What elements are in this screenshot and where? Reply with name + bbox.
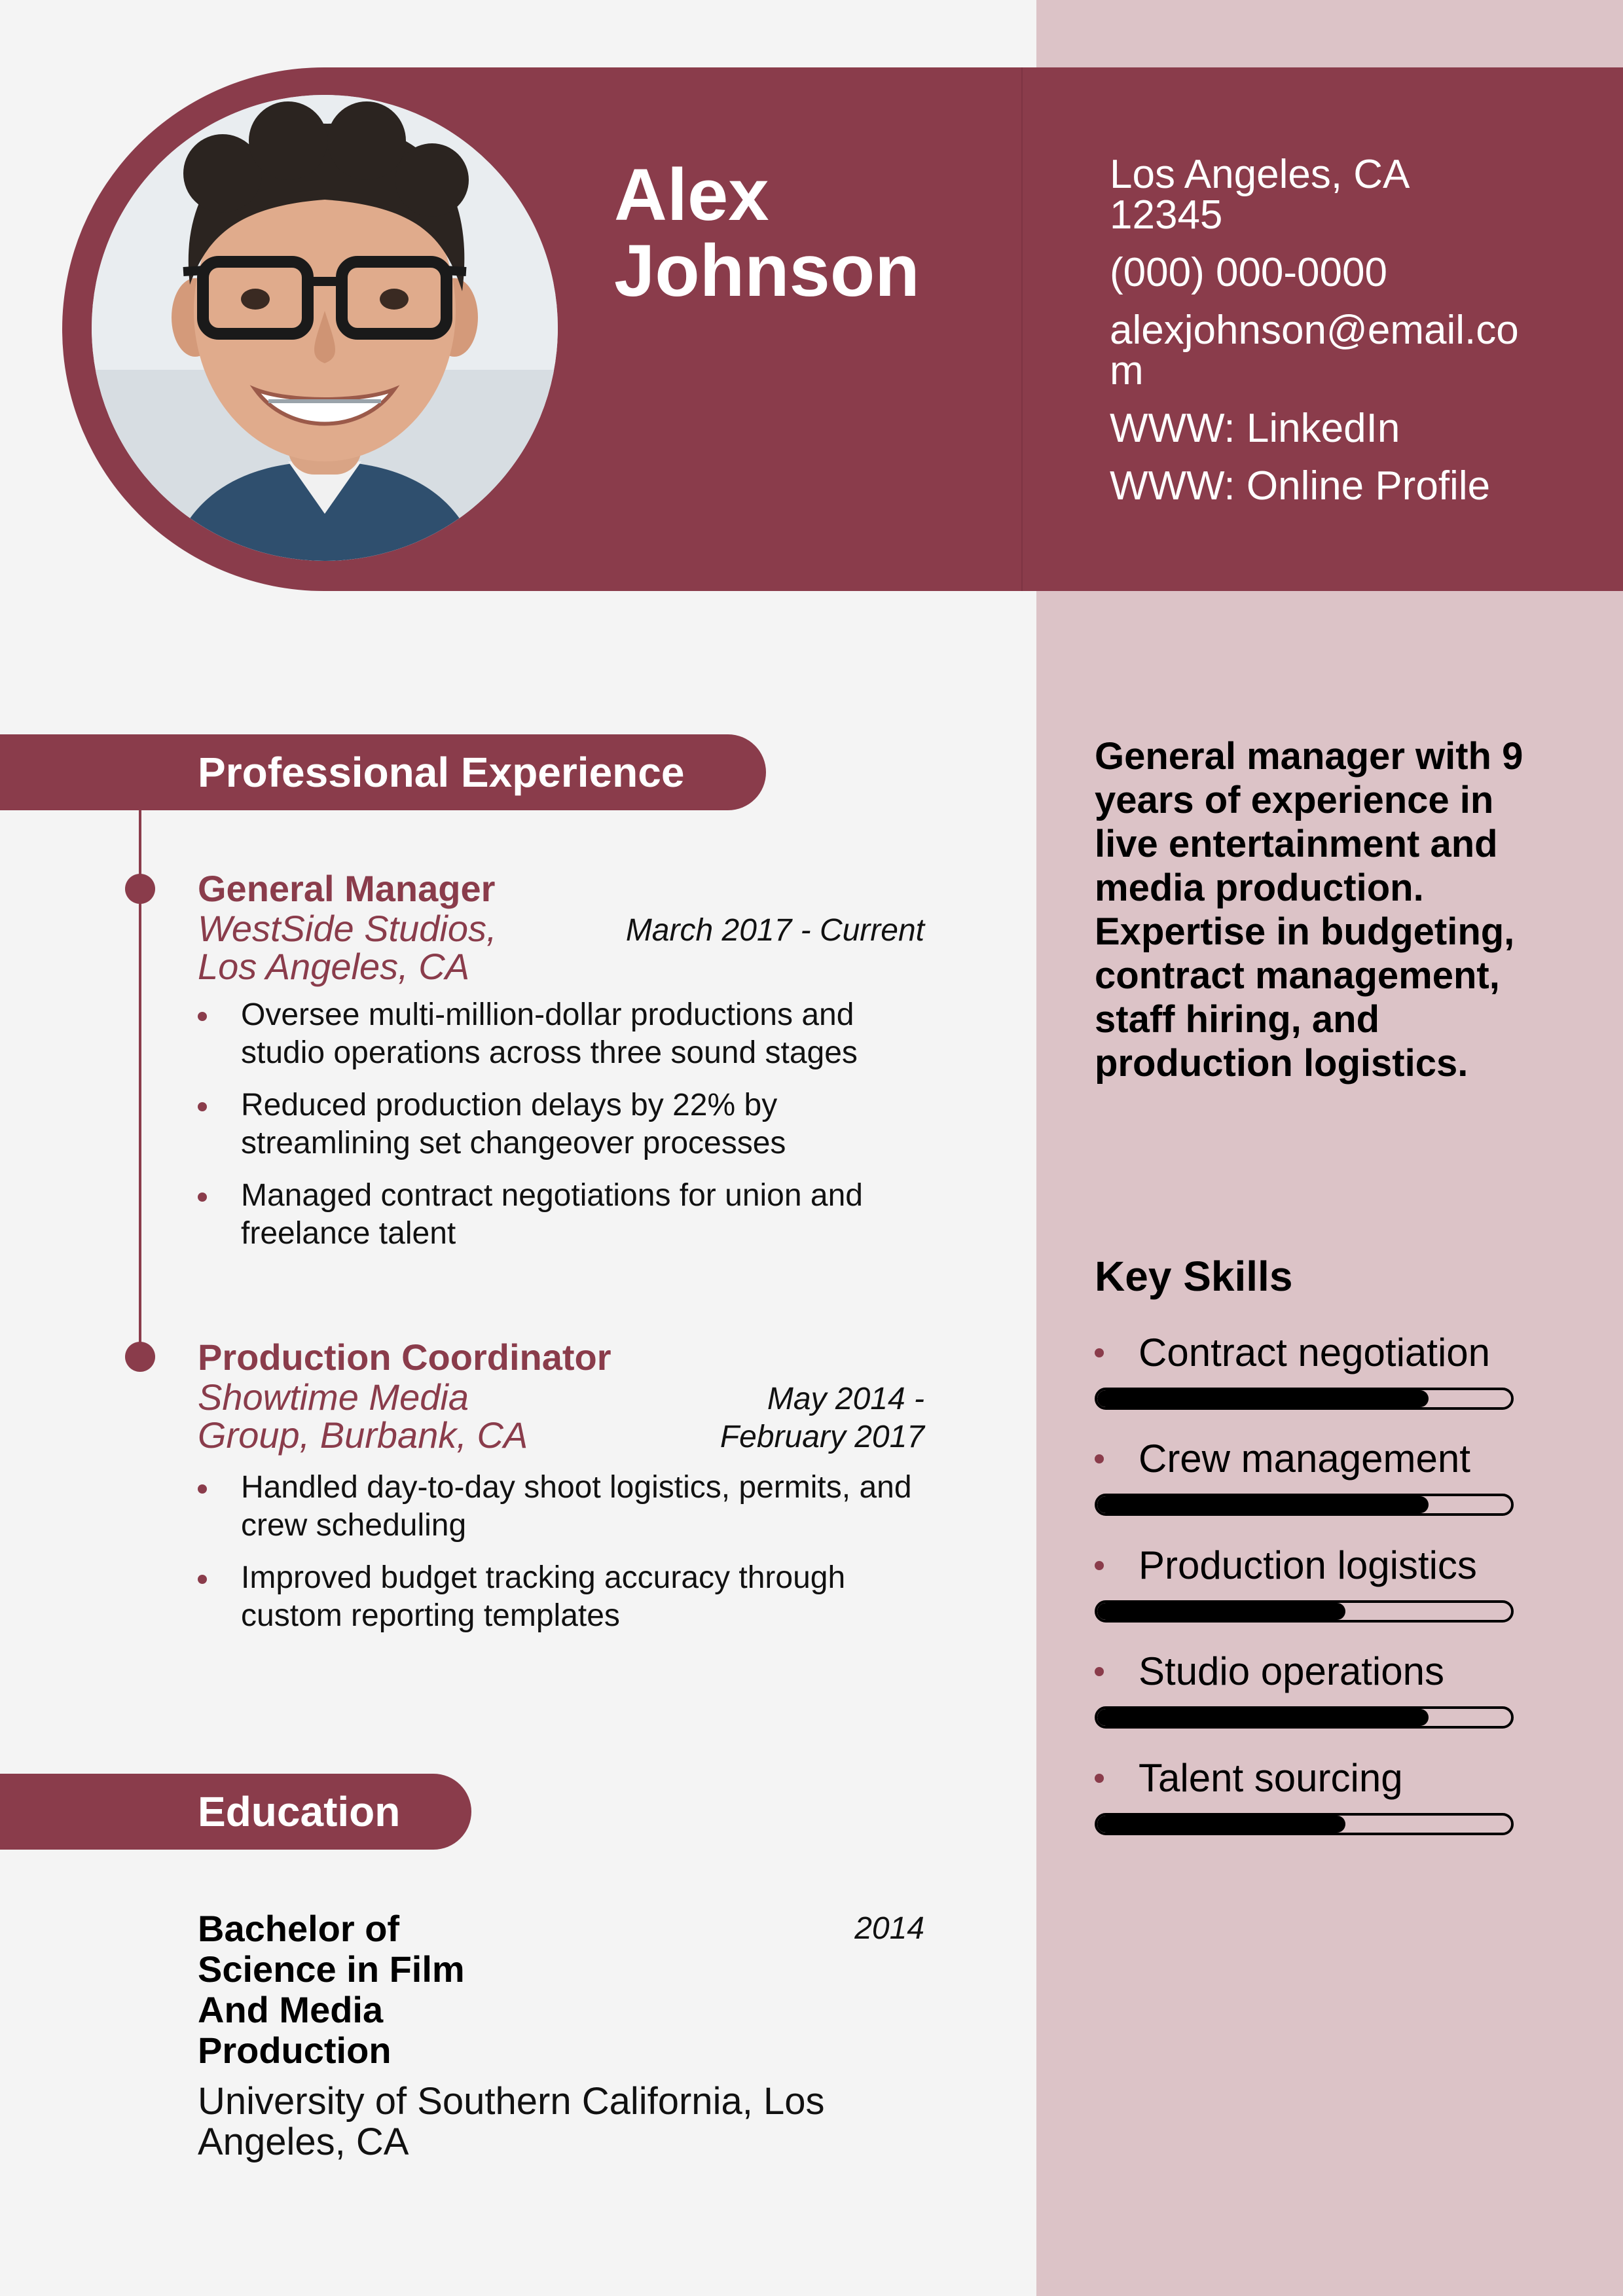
contact-location: Los Angeles, CA 12345 xyxy=(1110,152,1408,238)
list-item: Managed contract negotiations for union and freelance talent xyxy=(198,1177,931,1253)
experience-section-title: Professional Experience xyxy=(198,749,685,796)
education-year: 2014 xyxy=(854,1911,924,1946)
timeline-dot xyxy=(125,874,155,904)
bullet-icon xyxy=(1095,1348,1104,1357)
profile-photo xyxy=(92,95,558,561)
job-dates: May 2014 - February 2017 xyxy=(720,1382,924,1454)
list-item: Handled day-to-day shoot logistics, permits, and crew scheduling xyxy=(198,1469,931,1545)
skill-level-bar xyxy=(1095,1600,1514,1623)
list-item: Oversee multi-million-dollar productions and studio operations across three sound stages xyxy=(198,996,931,1072)
skill-level-fill xyxy=(1097,1603,1345,1620)
header-divider xyxy=(1021,67,1023,591)
job-dates: March 2017 - Current xyxy=(625,913,924,948)
profile-summary: General manager with 9 years of experience in live entertainment and media production. Expertise in budgeting, contract management, staff hiring, and production logistics. xyxy=(1095,735,1523,1085)
contact-phone: (000) 000-0000 xyxy=(1110,250,1387,295)
education-section-header xyxy=(0,1774,471,1850)
list-item: Improved budget tracking accuracy through custom reporting templates xyxy=(198,1559,931,1635)
skill-item xyxy=(1095,1435,1514,1520)
skill-item xyxy=(1095,1329,1514,1414)
job-company: WestSide Studios, Los Angeles, CA xyxy=(198,908,497,987)
skill-item xyxy=(1095,1541,1514,1626)
experience-section-header xyxy=(0,734,766,810)
job-bullets xyxy=(198,996,931,1267)
skill-name: Production logistics xyxy=(1139,1543,1477,1587)
candidate-name xyxy=(614,154,920,312)
skill-item xyxy=(1095,1754,1514,1839)
skill-level-fill xyxy=(1097,1816,1345,1833)
job-company: Showtime Media Group, Burbank, CA xyxy=(198,1376,528,1456)
bullet-icon xyxy=(1095,1667,1104,1676)
person-portrait-icon xyxy=(92,95,558,561)
contact-email[interactable]: alexjohnson@email.com xyxy=(1110,308,1519,393)
timeline-dot xyxy=(125,1342,155,1372)
skill-name: Crew management xyxy=(1139,1437,1470,1480)
job-title: General Manager xyxy=(198,868,496,909)
last-name: Johnson xyxy=(614,230,920,312)
skill-level-fill xyxy=(1097,1390,1429,1407)
education-section-title: Education xyxy=(198,1788,401,1835)
skill-item xyxy=(1095,1647,1514,1732)
education-school: University of Southern California, Los Angeles, CA xyxy=(198,2080,825,2163)
skill-level-bar xyxy=(1095,1813,1514,1835)
job-title: Production Coordinator xyxy=(198,1336,611,1378)
bullet-icon xyxy=(1095,1454,1104,1463)
education-degree: Bachelor of Science in Film And Media Production xyxy=(198,1908,465,2071)
skill-level-bar xyxy=(1095,1494,1514,1516)
skill-level-bar xyxy=(1095,1388,1514,1410)
bullet-icon xyxy=(1095,1561,1104,1570)
skill-level-bar xyxy=(1095,1706,1514,1729)
skill-name: Contract negotiation xyxy=(1139,1331,1491,1374)
contact-profile-link[interactable]: WWW: Online Profile xyxy=(1110,463,1491,509)
skill-level-fill xyxy=(1097,1709,1429,1726)
skills-title: Key Skills xyxy=(1095,1253,1293,1300)
job-bullets xyxy=(198,1469,931,1649)
contact-linkedin-link[interactable]: WWW: LinkedIn xyxy=(1110,406,1400,451)
contact-info xyxy=(1110,154,1529,524)
skill-level-fill xyxy=(1097,1496,1429,1513)
skill-name: Studio operations xyxy=(1139,1649,1444,1693)
first-name: Alex xyxy=(614,154,769,236)
skill-name: Talent sourcing xyxy=(1139,1756,1403,1800)
bullet-icon xyxy=(1095,1774,1104,1783)
list-item: Reduced production delays by 22% by streamlining set changeover processes xyxy=(198,1086,931,1162)
